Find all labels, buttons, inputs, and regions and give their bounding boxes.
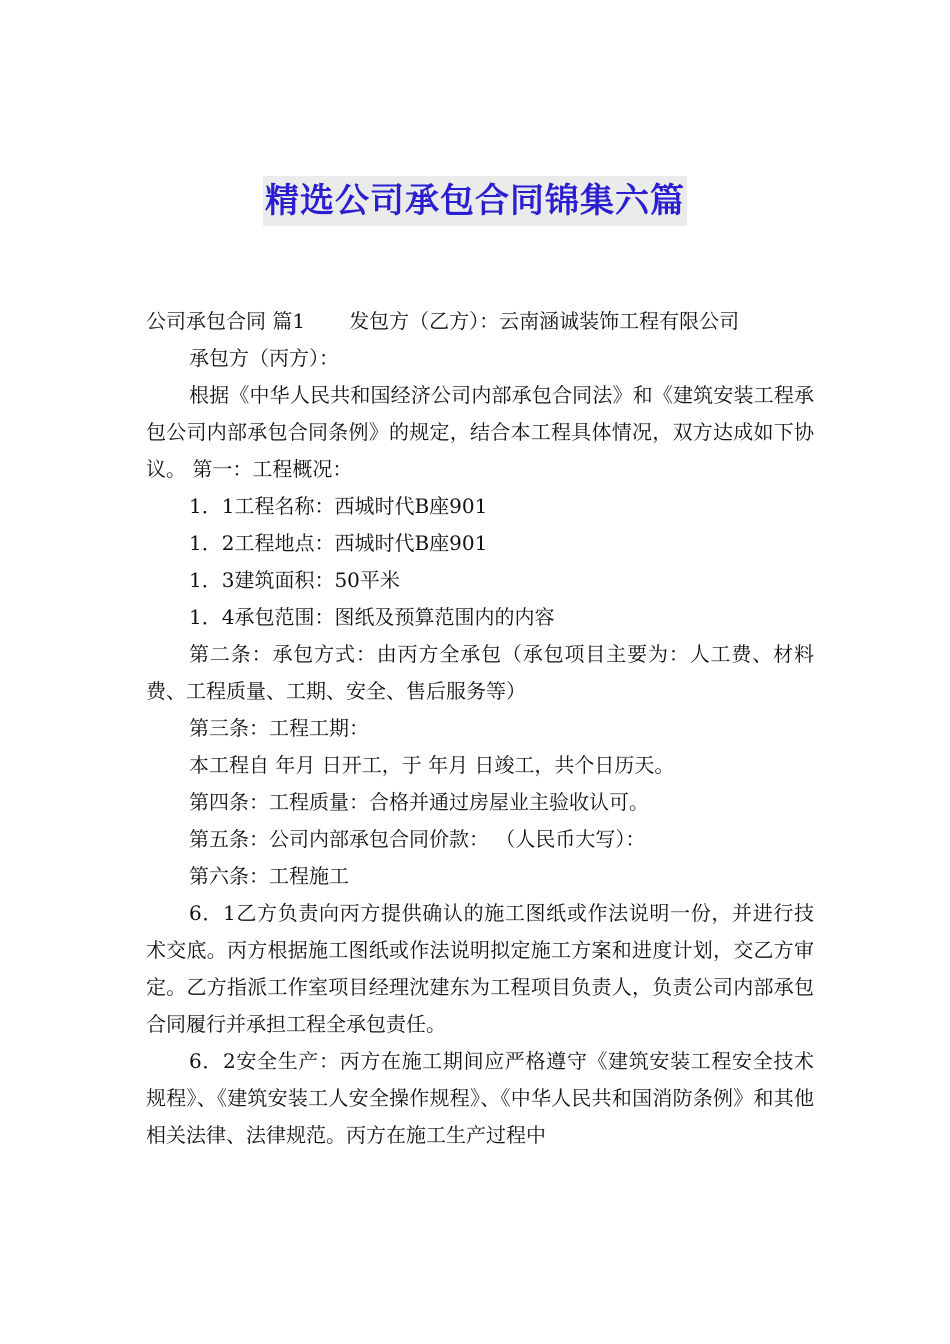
paragraph-contractor: 承包方（丙方）： <box>189 346 339 370</box>
paragraph-article-2: 第二条：承包方式：由丙方全承包（承包项目主要为：人工费、材料费、工程质量、工期、安全、售后服务等） <box>146 642 814 703</box>
paragraph-article-4: 第四条：工程质量：合格并通过房屋业主验收认可。 <box>189 790 649 814</box>
paragraph-building-area: 1．3建筑面积：50平米 <box>189 568 400 592</box>
paragraph-article-6: 第六条：工程施工 <box>189 864 349 888</box>
document-title <box>0 176 950 226</box>
paragraph-6-1: 6．1乙方负责向丙方提供确认的施工图纸或作法说明一份，并进行技术交底。丙方根据施工图纸或作法说明拟定施工方案和进度计划，交乙方审定。乙方指派工作室项目经理沈建东为工程项目负责人，负责公司内部承包合同履行并承担工程全承包责任。 <box>146 901 814 1036</box>
paragraph-article-5: 第五条：公司内部承包合同价款： （人民币大写）： <box>189 827 646 851</box>
document-title-text: 精选公司承包合同锦集六篇 <box>263 176 687 226</box>
paragraph-employer: 发包方（乙方）：云南涵诚装饰工程有限公司 <box>349 309 740 333</box>
section-heading: 公司承包合同 篇1 <box>146 309 306 333</box>
document-body <box>146 303 814 1154</box>
paragraph-basis: 根据《中华人民共和国经济公司内部承包合同法》和《建筑安装工程承包公司内部承包合同条例》的规定，结合本工程具体情况，双方达成如下协议。 第一：工程概况： <box>146 383 814 481</box>
paragraph-project-name: 1．1工程名称：西城时代B座901 <box>189 494 488 518</box>
paragraph-article-3: 第三条：工程工期： <box>189 716 369 740</box>
section-heading-paragraph <box>146 303 814 340</box>
paragraph-schedule: 本工程自 年月 日开工，于 年月 日竣工，共个日历天。 <box>189 753 675 777</box>
paragraph-contract-scope: 1．4承包范围：图纸及预算范围内的内容 <box>189 605 555 629</box>
paragraph-6-2: 6．2安全生产：丙方在施工期间应严格遵守《建筑安装工程安全技术规程》、《建筑安装工人安全操作规程》、《中华人民共和国消防条例》和其他相关法律、法律规范。丙方在施工生产过程中 <box>146 1049 814 1147</box>
paragraph-project-location: 1．2工程地点：西城时代B座901 <box>189 531 488 555</box>
